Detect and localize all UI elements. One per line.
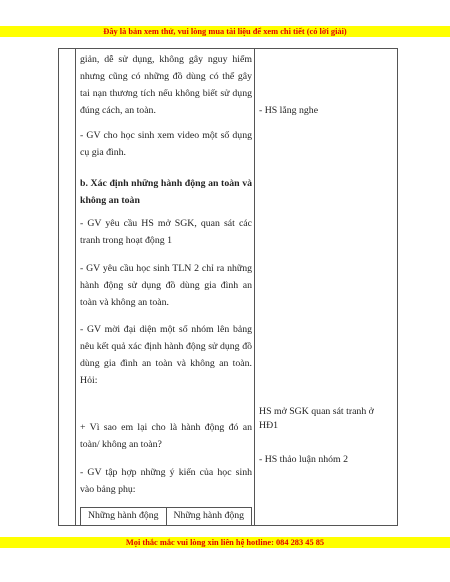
student-group-discussion: - HS thảo luận nhóm 2 [259, 454, 348, 465]
paragraph-presentation: - GV mời đại diện một số nhóm lên bảng nêu kết quả xác định hành động sử dụng đồ dùng gia đình an toàn và không an toàn. Hỏi: [80, 324, 252, 386]
paragraph-group-work: - GV yêu cầu học sinh TLN 2 chỉ ra những hành động sử dụng đồ dùng gia đình an toàn và không an toàn. [80, 263, 252, 308]
preview-banner: Đây là bản xem thử, vui lòng mua tài liệu để xem chi tiết (có lời giải) [0, 26, 450, 37]
margin-column [59, 49, 76, 526]
student-listen: - HS lắng nghe [259, 105, 319, 116]
lesson-table [58, 48, 398, 526]
paragraph-collect: - GV tập hợp những ý kiến của học sinh vào bảng phụ: [80, 467, 252, 495]
student-open-sgk: HS mở SGK quan sát tranh ở HĐ1 [259, 406, 374, 431]
comparison-table [80, 507, 252, 526]
paragraph-question: + Vì sao em lại cho là hành động đó an toàn/ không an toàn? [80, 422, 252, 450]
section-heading: b. Xác định những hành động an toàn và không an toàn [80, 178, 252, 206]
paragraph-sgk: - GV yêu cầu HS mở SGK, quan sát các tranh trong hoạt động 1 [80, 218, 252, 246]
student-activities-column [255, 49, 398, 526]
teacher-activities-column [76, 49, 255, 526]
comparison-header-unsafe: Những hành động [166, 508, 252, 526]
paragraph-intro: giản, dễ sử dụng, không gây nguy hiểm nhưng cũng có những đồ dùng có thể gây tai nạn thương tích nếu không biết sử dụng đúng cách, an toàn. [80, 54, 252, 116]
paragraph-video: - GV cho học sinh xem video một số dụng cụ gia đình. [80, 130, 252, 158]
comparison-header-safe: Những hành động [81, 508, 167, 526]
hotline-banner: Mọi thắc mắc vui lòng xin liên hệ hotline: 084 283 45 85 [0, 537, 450, 548]
